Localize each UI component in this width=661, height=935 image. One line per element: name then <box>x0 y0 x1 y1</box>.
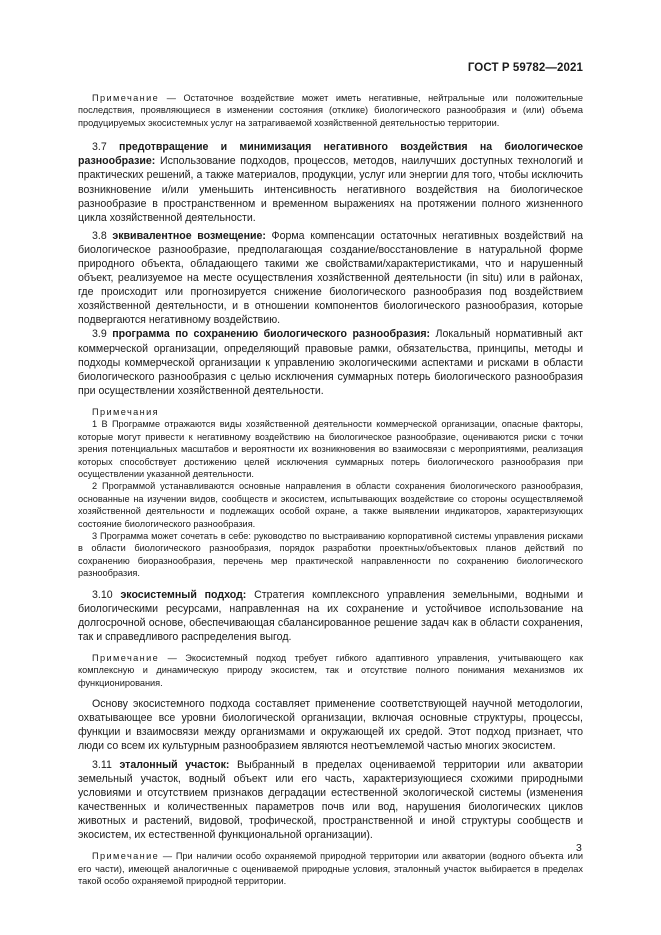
note-text: — При наличии особо охраняемой природной территории или акватории (водного объекта или его части), имеющей аналогичные с оцениваемой природные условия, эталонный участок выбирается в пределах такой особо охраняемой природной территории. <box>78 851 583 886</box>
note-label: Примечание <box>92 652 160 663</box>
note-3-9-item-2: 2 Программой устанавливаются основные направления в области сохранения биологического разнообразия, основанные на изучении видов, сообществ и экосистем, испытывающих воздействие со стороны осуществляемой хозяйственной деятельности и подлежащих особой охране, а также выявлении индикаторов, характеризующих состояние биологического разнообразия. <box>78 481 583 529</box>
term-title: программа по сохранению биологического разнообразия: <box>112 328 431 341</box>
term-number: 3.9 <box>92 328 107 341</box>
term-definition: Локальный нормативный акт коммерческой организации, определяющий правовые рамки, обязательства, принципы, методы и подходы коммерческой организации к управлению экологическими аспектами и рисками в области биологического разнообразия с целью исключения суммарных потерь биологического разнообразия при осуществлении хозяйственной деятельности. <box>78 328 583 397</box>
term-number: 3.11 <box>92 758 112 771</box>
page-number: 3 <box>576 842 582 854</box>
term-definition: Выбранный в пределах оцениваемой территории или акватории земельный участок, водный объект или его часть, характеризующиеся схожими природными условиями и отсутствием признаков деградации естественной экологической системы (изменения качественных и количественных параметров почв или вод, нарушения биологических циклов животных и растений, видовой, трофической, пространственной и иной структуры сообществ и экосистем, их естественной функциональной организации). <box>78 758 584 842</box>
term-3-9 <box>78 327 583 397</box>
note-text: — Остаточное воздействие может иметь негативные, нейтральные или положительные последствия, проявляющиеся в изменении состояния (отклике) биологического разнообразия и (или) объема продуцируемых экосистемных услуг на затрагиваемой хозяйственной деятельностью территории. <box>78 93 583 128</box>
standard-header: ГОСТ Р 59782—2021 <box>467 62 583 74</box>
note-label: Примечание <box>92 851 160 862</box>
note-label: Примечание <box>92 93 160 103</box>
notes-3-9-label: Примечания <box>92 406 160 417</box>
term-3-10 <box>78 588 583 644</box>
note-3-10 <box>78 652 583 689</box>
term-definition: Форма компенсации остаточных негативных воздействий на биологическое разнообразие, предполагающая создание/восстановление в натуральной форме природного объекта, обладающего такими же свойствами/характеристиками, что и нарушенный объект, реализуемое на месте осуществления хозяйственной деятельности (in situ) или в районах, где происходит или прогнозируется снижение биологического разнообразия под воздействием хозяйственной деятельности, и в отношении компонентов биологического разнообразия, которые подвергаются негативному воздействию. <box>78 229 583 327</box>
term-number: 3.10 <box>92 588 113 601</box>
term-3-8 <box>78 229 583 328</box>
paragraph-3-10: Основу экосистемного подхода составляет применение соответствующей научной методологии, охватывающее все уровни биологической организации, включая основные структуры, процессы, функции и взаимосвязи между организмами и окружающей их средой. Этот подход признает, что люди со всем их культурным разнообразием являются неотъемлемой частью многих экосистем. <box>78 698 583 753</box>
term-definition: Использование подходов, процессов, методов, наилучших доступных технологий и практических решений, а также материалов, продукции, услуг или энергии для того, чтобы исключить возникновение и/или уменьшить интенсивность негативного воздействия на биологическое разнообразие в пространственном и временном выражениях на протяжении полного жизненного цикла хозяйственной деятельности. <box>78 155 583 224</box>
page-content <box>78 92 583 887</box>
term-3-11 <box>78 758 583 843</box>
term-number: 3.7 <box>92 141 107 154</box>
term-3-7 <box>78 140 583 225</box>
term-definition: Стратегия комплексного управления земельными, водными и биологическими ресурсами, направленная на их сохранение и устойчивое использование на долгосрочной основе, обеспечивающая сбалансированное решение задач как в области сохранения, так и справедливого распределения выгод. <box>78 588 583 643</box>
note-3-9-item-3: 3 Программа может сочетать в себе: руководство по выстраиванию корпоративной системы управления рисками в области биологического разнообразия, порядок разработки проектных/объектовых планов действий по сохранению биоразнообразия, перечень мер практической направленности по сохранению биологического разнообразия. <box>78 530 583 579</box>
note-3-11 <box>78 850 583 887</box>
note-text: — Экосистемный подход требует гибкого адаптивного управления, учитывающего как комплексную и динамическую природу экосистем, так и отсутствие полного понимания механизмов их функционирования. <box>78 652 583 688</box>
note-3-6 <box>78 92 583 129</box>
term-title: эквивалентное возмещение: <box>112 229 266 242</box>
note-3-9-item-1: 1 В Программе отражаются виды хозяйственной деятельности коммерческой организации, опасные факторы, которые могут привести к негативному воздействию на биологическое разнообразие, оцениваются риски с точки зрения потенциальных масштабов и вероятности их возникновения во взаимосвязи с мероприятиями, реализация которых способствует достижению целей исключения суммарных потерь биологического разнообразия при осуществлении указанной деятельности. <box>78 419 583 479</box>
term-number: 3.8 <box>92 229 107 242</box>
term-title: эталонный участок: <box>119 758 230 771</box>
term-title: экосистемный подход: <box>120 588 247 601</box>
term-title: предотвращение и минимизация негативного воздействия на биологическое разнообразие: <box>78 141 583 168</box>
